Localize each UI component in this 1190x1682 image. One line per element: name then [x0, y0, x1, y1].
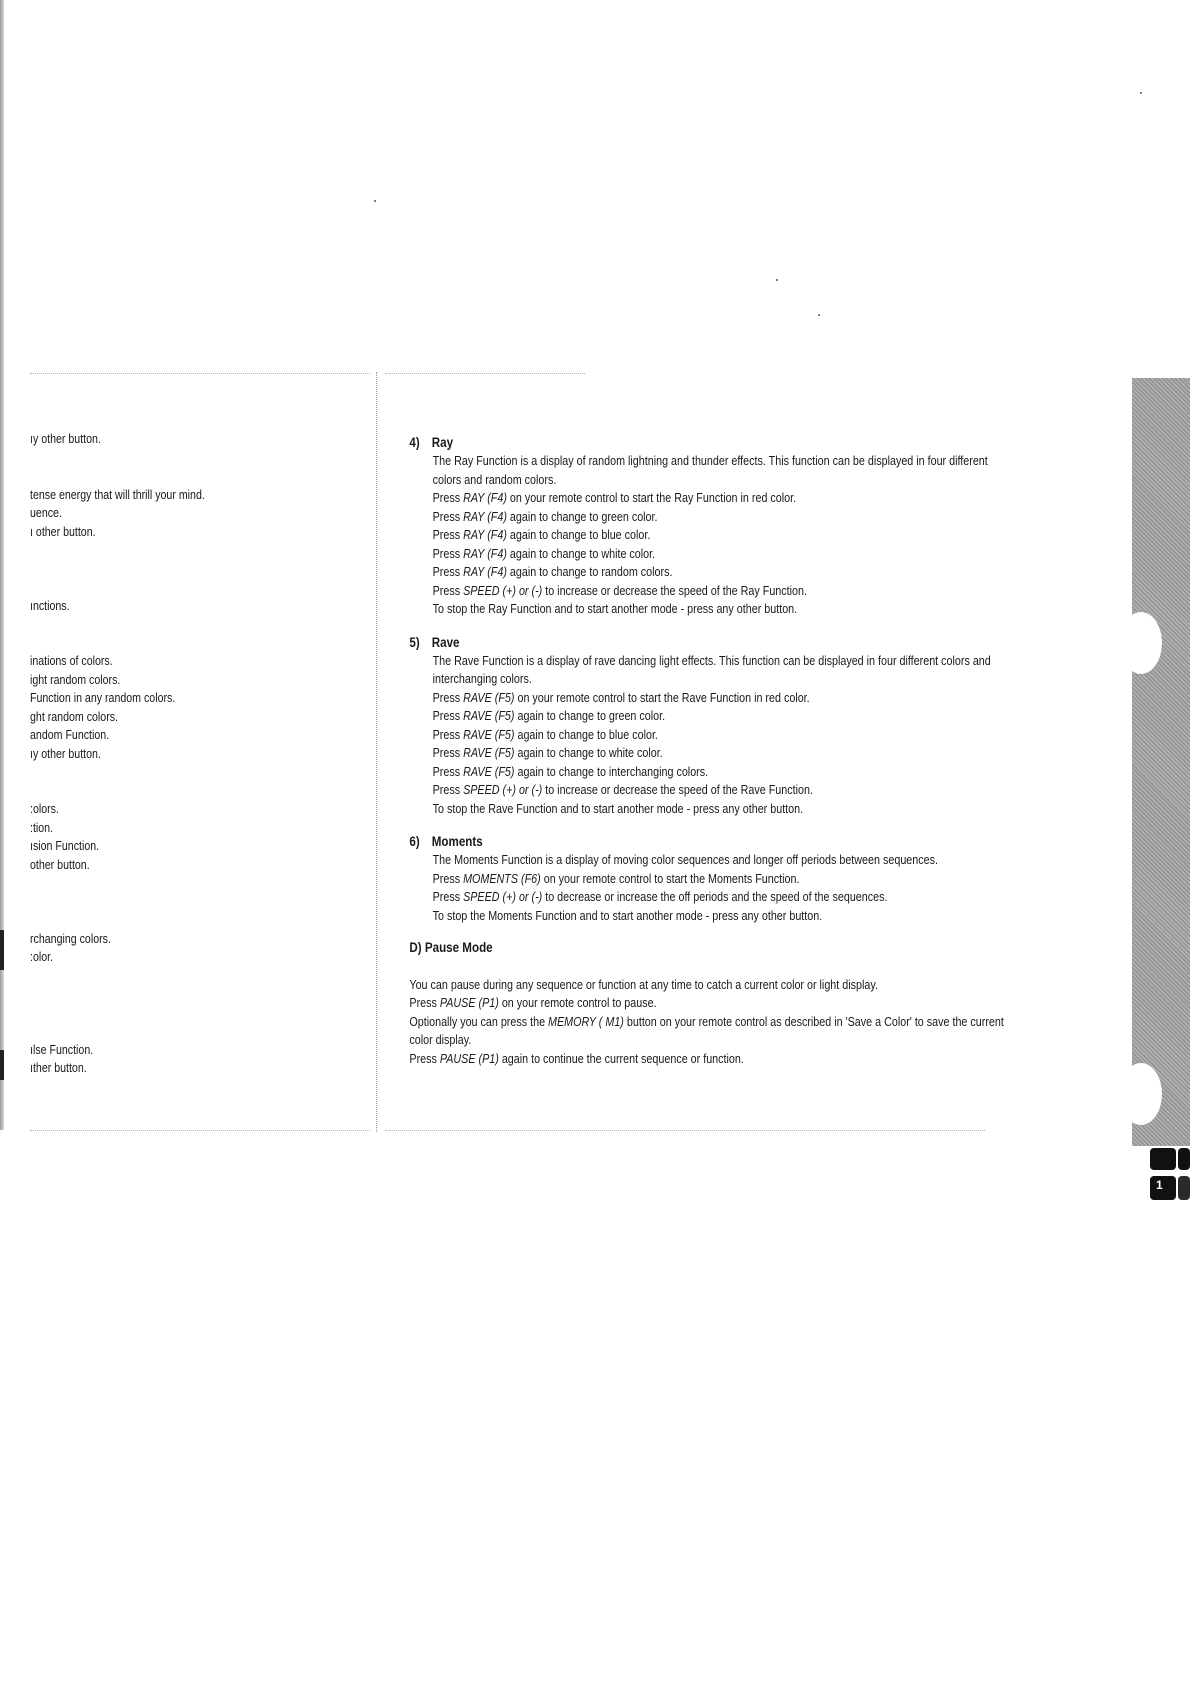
remote-key-label: RAVE (F5): [463, 690, 515, 705]
left-text-fragment: [30, 634, 311, 653]
tab-punch-hole: [1120, 1063, 1162, 1125]
left-text-fragment: [30, 449, 311, 468]
left-text-fragment: :olor.: [30, 950, 54, 964]
left-text-fragment: other button.: [30, 857, 90, 872]
body-line: [409, 976, 1118, 995]
body-text: to increase or decrease the speed of the Ray Function.: [542, 583, 807, 598]
body-text: button on your remote control as described in 'Save a Color' to save the current: [623, 1014, 1004, 1029]
body-text: Press: [432, 509, 464, 524]
body-text: The Ray Function is a display of random lightning and thunder effects. This function can be displayed in four different: [432, 454, 988, 468]
body-line: [433, 726, 1118, 745]
body-line: [433, 545, 1118, 564]
section-number: 4): [409, 435, 420, 450]
body-text: Press: [432, 583, 464, 598]
left-text-fragment: ı other button.: [30, 524, 96, 539]
left-text-fragment: [30, 985, 311, 1004]
left-text-fragment: [30, 874, 311, 893]
chapter-number-box: [1150, 1176, 1176, 1200]
body-text: Press: [432, 783, 464, 797]
remote-key-label: RAY (F4): [463, 565, 507, 579]
section-number: 5): [409, 634, 420, 650]
body-line: [433, 526, 1118, 545]
left-text-fragment: [30, 467, 311, 486]
pause-mode-body: [409, 976, 1118, 1069]
body-text: Press: [432, 890, 464, 904]
body-text: colors and random colors.: [432, 472, 557, 487]
body-line: [433, 582, 1118, 601]
left-text-fragment: :tion.: [30, 820, 54, 835]
remote-key-label: MOMENTS (F6): [463, 871, 541, 886]
section-title: Ray: [431, 435, 454, 450]
remote-key-label: RAY (F4): [463, 509, 507, 524]
body-line: [433, 600, 1118, 619]
scan-edge-mark: [0, 1050, 4, 1080]
remote-key-label: SPEED (+) or (-): [463, 890, 543, 904]
body-line: [433, 652, 1118, 671]
body-text: on your remote control to start the Ray Function in red color.: [506, 491, 797, 505]
left-text-fragment: [30, 560, 311, 579]
left-text-fragment: ınctions.: [30, 598, 70, 613]
body-text: The Rave Function is a display of rave dancing light effects. This function can be displayed in four different colors and: [432, 653, 991, 668]
scan-edge-left: [0, 0, 4, 1130]
left-text-fragment: [30, 615, 311, 634]
body-text: again to change to green color.: [506, 509, 658, 524]
body-text: Press: [409, 996, 440, 1010]
body-text: to increase or decrease the speed of the Rave Function.: [542, 783, 813, 797]
tab-punch-hole: [1120, 612, 1162, 674]
body-line: [433, 452, 1118, 471]
body-text: Press: [432, 746, 464, 760]
body-text: Press: [432, 871, 464, 886]
left-text-fragment: [30, 967, 311, 986]
section-body: [418, 652, 1118, 819]
body-text: Optionally you can press the: [409, 1014, 549, 1029]
body-text: To stop the Moments Function and to start another mode - press any other button.: [432, 908, 823, 923]
body-text: Press: [432, 764, 464, 779]
left-column-fragments: [30, 430, 311, 1078]
left-text-fragment: ısion Function.: [30, 839, 100, 853]
remote-key-label: MEMORY ( M1): [548, 1014, 624, 1029]
body-text: on your remote control to start the Moments Function.: [540, 871, 800, 886]
right-column: [409, 433, 1118, 1068]
body-text: again to change to random colors.: [506, 565, 673, 579]
chapter-marker-block: [1150, 1148, 1176, 1170]
body-line: [433, 888, 1118, 907]
left-text-fragment: Function in any random colors.: [30, 691, 176, 705]
body-text: Press: [432, 709, 464, 723]
remote-key-label: RAVE (F5): [463, 764, 515, 779]
body-line: [433, 508, 1118, 527]
left-text-fragment: ght random colors.: [30, 709, 119, 724]
body-line: [433, 744, 1118, 763]
section-rave: [409, 633, 1118, 819]
body-text: again to change to green color.: [514, 709, 666, 723]
body-text: interchanging colors.: [432, 672, 532, 686]
section-body: [418, 452, 1118, 619]
remote-key-label: RAY (F4): [463, 491, 507, 505]
section-title: Rave: [431, 634, 460, 650]
left-text-fragment: tense energy that will thrill your mind.: [30, 487, 205, 502]
left-text-fragment: [30, 1022, 311, 1041]
scan-speck: [374, 200, 376, 202]
body-text: again to change to blue color.: [514, 727, 658, 742]
left-text-fragment: ıther button.: [30, 1061, 87, 1075]
top-rule-right: [385, 373, 585, 374]
top-rule-left: [30, 373, 370, 374]
body-text: again to change to white color.: [506, 546, 656, 561]
pause-mode-heading: D) Pause Mode: [409, 940, 493, 955]
chapter-tab-strip: [1132, 378, 1190, 1146]
body-line: [409, 994, 1118, 1013]
remote-key-label: PAUSE (P1): [439, 1051, 499, 1066]
body-line: [433, 851, 1118, 870]
scan-speck: [1140, 92, 1142, 94]
body-text: again to change to white color.: [514, 746, 663, 760]
body-text: again to change to blue color.: [506, 528, 651, 542]
section-heading: [409, 832, 1118, 851]
left-text-fragment: ight random colors.: [30, 672, 121, 687]
body-text: You can pause during any sequence or function at any time to catch a current color or light display.: [409, 977, 878, 992]
bottom-rule-left: [30, 1130, 370, 1131]
left-text-fragment: [30, 578, 311, 597]
chapter-marker-block: [1178, 1176, 1190, 1200]
body-text: Press: [432, 546, 464, 561]
left-text-fragment: :olors.: [30, 802, 59, 816]
remote-key-label: SPEED (+) or (-): [463, 783, 543, 797]
body-line: [433, 707, 1118, 726]
body-line: [433, 563, 1118, 582]
left-text-fragment: [30, 541, 311, 560]
section-moments: [409, 832, 1118, 925]
remote-key-label: PAUSE (P1): [439, 996, 499, 1010]
scan-edge-mark: [0, 930, 4, 970]
left-text-fragment: [30, 893, 311, 912]
section-number: 6): [409, 834, 420, 849]
left-text-fragment: inations of colors.: [30, 654, 113, 668]
body-text: The Moments Function is a display of moving color sequences and longer off periods between sequences.: [432, 853, 938, 867]
body-line: [433, 870, 1118, 889]
left-text-fragment: uence.: [30, 506, 62, 520]
left-text-fragment: ıy other button.: [30, 432, 101, 446]
left-text-fragment: [30, 782, 311, 801]
body-text: again to continue the current sequence or function.: [498, 1051, 744, 1066]
body-text: again to change to interchanging colors.: [514, 764, 709, 779]
section-body: [418, 851, 1118, 925]
body-text: Press: [432, 491, 464, 505]
body-text: on your remote control to start the Rave Function in red color.: [514, 690, 810, 705]
body-text: Press: [409, 1051, 440, 1066]
bottom-rule-right: [385, 1130, 985, 1131]
remote-key-label: RAVE (F5): [463, 746, 515, 760]
remote-key-label: RAY (F4): [463, 546, 507, 561]
left-text-fragment: andom Function.: [30, 728, 110, 742]
body-line: [433, 763, 1118, 782]
remote-key-label: RAVE (F5): [463, 709, 515, 723]
body-line: [433, 907, 1118, 926]
body-text: on your remote control to pause.: [498, 996, 657, 1010]
section-title: Moments: [431, 834, 483, 849]
remote-key-label: RAY (F4): [463, 528, 507, 542]
body-line: [433, 781, 1118, 800]
remote-key-label: RAVE (F5): [463, 727, 515, 742]
body-text: To stop the Ray Function and to start another mode - press any other button.: [432, 602, 798, 616]
left-text-fragment: ılse Function.: [30, 1042, 94, 1057]
body-text: To stop the Rave Function and to start another mode - press any other button.: [432, 801, 804, 816]
body-line: [433, 489, 1118, 508]
scan-speck: [776, 279, 778, 281]
body-line: [409, 1050, 1118, 1069]
remote-key-label: SPEED (+) or (-): [463, 583, 543, 598]
body-line: [409, 1031, 1118, 1050]
left-text-fragment: [30, 763, 311, 782]
scan-speck: [818, 314, 820, 316]
body-text: to decrease or increase the off periods and the speed of the sequences.: [542, 890, 888, 904]
section-ray: [409, 433, 1118, 619]
left-text-fragment: [30, 911, 311, 930]
body-line: [433, 670, 1118, 689]
section-heading: [409, 433, 1118, 452]
body-text: Press: [432, 727, 464, 742]
section-heading: [409, 633, 1118, 652]
body-line: [433, 471, 1118, 490]
body-text: Press: [432, 690, 464, 705]
chapter-marker-block: [1178, 1148, 1190, 1170]
chapter-number: 1: [1156, 1178, 1163, 1192]
column-gutter-line: [376, 372, 377, 1132]
left-text-fragment: rchanging colors.: [30, 931, 111, 946]
body-text: Press: [432, 565, 464, 579]
body-line: [433, 800, 1118, 819]
body-text: Press: [432, 528, 464, 542]
left-text-fragment: ıy other button.: [30, 746, 101, 761]
left-text-fragment: [30, 1004, 311, 1023]
body-line: [409, 1013, 1118, 1032]
body-line: [433, 689, 1118, 708]
body-text: color display.: [409, 1033, 472, 1047]
